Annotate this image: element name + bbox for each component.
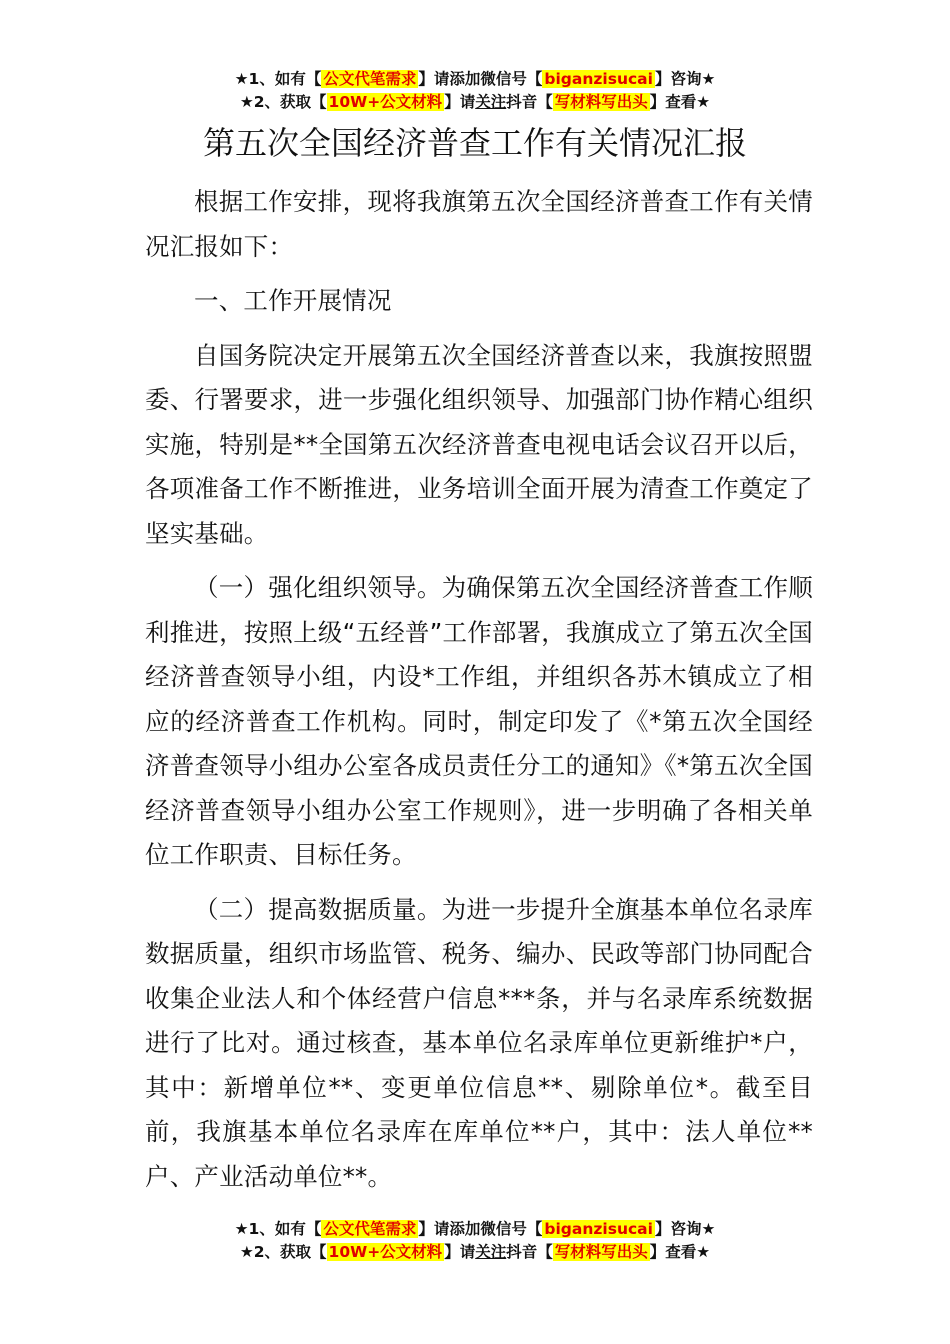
section-heading: 一、工作开展情况 (194, 286, 392, 315)
highlight-text: 10W+公文材料 (328, 1243, 443, 1261)
top-promo-banner (0, 68, 950, 114)
promo-line-2: ★2、获取【 10W+公文材料 】请关注抖音【 写材料写出头 】查看★ (239, 1243, 711, 1261)
body-paragraph: （一）强化组织领导。为确保第五次全国经济普查工作顺利推进，按照上级“五经普”工作部署，我旗成立了第五次全国经济普查领导小组，内设*工作组，并组织各苏木镇成立了相应的经济普查工作机构。同时，制定印发了《*第五次全国经济普查领导小组办公室各成员责任分工的通知》《*第五次全国经济普查领导小组办公室工作规则》，进一步明确了各相关单位工作职责、目标任务。 (145, 573, 813, 869)
document-body (145, 180, 813, 1209)
document-title: 第五次全国经济普查工作有关情况汇报 (202, 124, 747, 162)
body-paragraph: 自国务院决定开展第五次全国经济普查以来，我旗按照盟委、行署要求，进一步强化组织领导、加强部门协作精心组织实施，特别是**全国第五次经济普查电视电话会议召开以后，各项准备工作不断推进，业务培训全面开展为清查工作奠定了坚实基础。 (145, 340, 813, 548)
promo-line-2: ★2、获取【 10W+公文材料 】请关注抖音【 写材料写出头 】查看★ (239, 93, 711, 111)
promo-line-1: ★1、如有【 公文代笔需求 】请添加微信号【 biganzisucai 】咨询★ (234, 70, 716, 88)
highlight-text: 10W+公文材料 (328, 93, 443, 111)
douyin-id-highlight: 写材料写出头 (554, 93, 648, 111)
bottom-promo-banner (0, 1218, 950, 1264)
wechat-id-highlight: biganzisucai (544, 1220, 653, 1238)
body-paragraph: （二）提高数据质量。为进一步提升全旗基本单位名录库数据质量，组织市场监管、税务、编办、民政等部门协同配合收集企业法人和个体经营户信息***条，并与名录库系统数据进行了比对。通过核查，基本单位名录库单位更新维护*户，其中：新增单位**、变更单位信息**、剔除单位*。截至目前，我旗基本单位名录库在库单位**户，其中：法人单位**户、产业活动单位**。 (145, 894, 813, 1191)
intro-paragraph: 根据工作安排，现将我旗第五次全国经济普查工作有关情况汇报如下： (145, 187, 813, 261)
highlight-text: 公文代笔需求 (323, 70, 417, 88)
wechat-id-highlight: biganzisucai (544, 70, 653, 88)
promo-line-1: ★1、如有【 公文代笔需求 】请添加微信号【 biganzisucai 】咨询★ (234, 1220, 716, 1238)
highlight-text: 公文代笔需求 (323, 1220, 417, 1238)
douyin-id-highlight: 写材料写出头 (554, 1243, 648, 1261)
